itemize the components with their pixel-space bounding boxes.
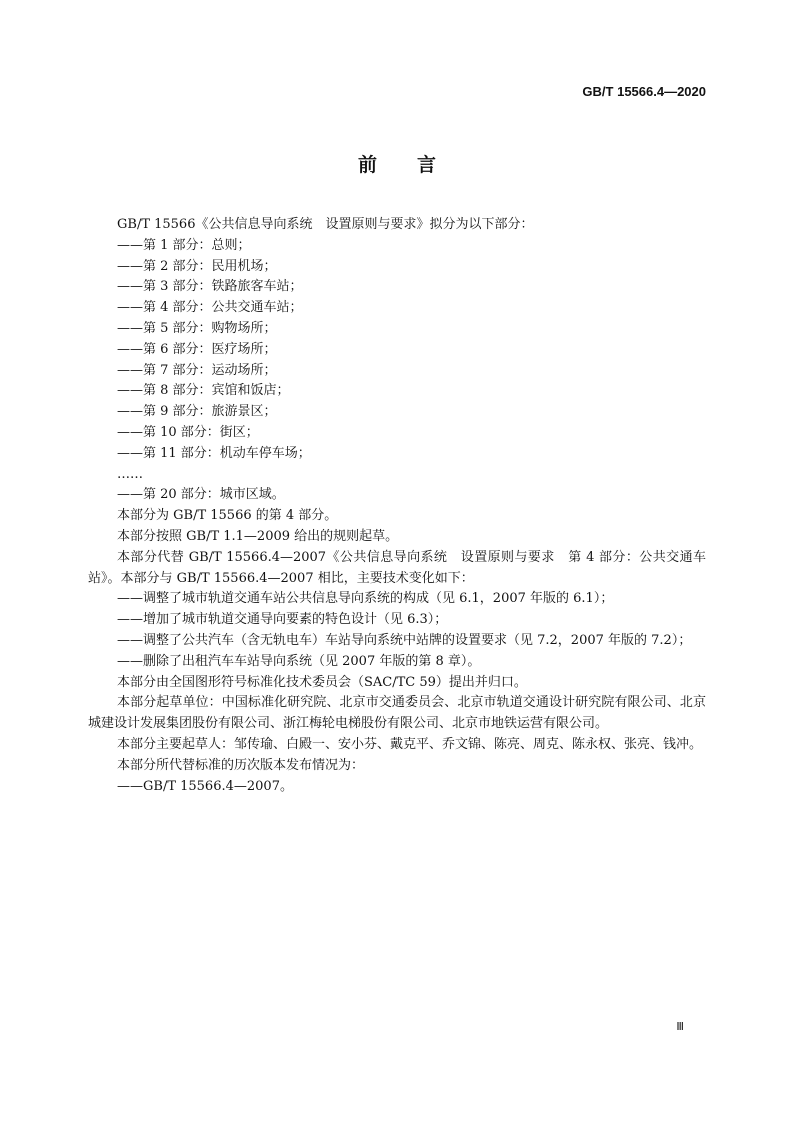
list-item: ——第 1 部分：总则； — [117, 237, 251, 253]
list-item: ——第 8 部分：宾馆和饭店； — [117, 383, 290, 399]
list-item: ——第 3 部分：铁路旅客车站； — [117, 279, 303, 295]
list-item: ——调整了公共汽车（含无轨电车）车站导向系统中站牌的设置要求（见 7.2，2007 年版的 7.2）； — [117, 632, 692, 648]
list-item: ——第 9 部分：旅游景区； — [117, 404, 277, 420]
page-number: Ⅲ — [676, 1020, 684, 1033]
drafting-rules-paragraph: 本部分按照 GB/T 1.1—2009 给出的规则起草。 — [117, 528, 399, 544]
list-item: ——GB/T 15566.4—2007。 — [117, 778, 293, 794]
list-item: ——删除了出租汽车车站导向系统（见 2007 年版的第 8 章）。 — [117, 653, 481, 669]
list-item: ——第 10 部分：街区； — [117, 424, 259, 440]
standard-number: GB/T 15566.4—2020 — [582, 84, 706, 99]
list-item: ——增加了城市轨道交通导向要素的特色设计（见 6.3）； — [117, 612, 448, 628]
drafting-units-paragraph: 本部分起草单位：中国标准化研究院、北京市交通委员会、北京市轨道交通设计研究院有限公司、北京城建设计发展集团股份有限公司、浙江梅轮电梯股份有限公司、北京市地铁运营有限公司。 — [88, 695, 706, 732]
list-item: ——第 6 部分：医疗场所； — [117, 341, 277, 357]
history-intro-paragraph: 本部分所代替标准的历次版本发布情况为： — [117, 757, 365, 773]
this-part-paragraph: 本部分为 GB/T 15566 的第 4 部分。 — [117, 508, 338, 524]
list-item: ——第 11 部分：机动车停车场； — [117, 445, 311, 461]
document-body — [88, 215, 706, 797]
list-item: ——第 4 部分：公共交通车站； — [117, 300, 303, 316]
drafters-paragraph: 本部分主要起草人：邹传瑜、白殿一、安小芬、戴克平、乔文锦、陈亮、周克、陈永权、张亮、钱冲。 — [117, 736, 703, 752]
parts-list — [88, 236, 706, 506]
list-item: ——第 7 部分：运动场所； — [117, 362, 277, 378]
list-item: …… — [117, 466, 143, 482]
list-item: ——第 5 部分：购物场所； — [117, 320, 277, 336]
list-item: ——第 20 部分：城市区域。 — [117, 487, 285, 503]
intro-paragraph: GB/T 15566《公共信息导向系统 设置原则与要求》拟分为以下部分： — [117, 217, 534, 232]
proposed-by-paragraph: 本部分由全国图形符号标准化技术委员会（SAC/TC 59）提出并归口。 — [117, 674, 527, 690]
replaces-paragraph: 本部分代替 GB/T 15566.4—2007《公共信息导向系统 设置原则与要求 第 4 部分：公共交通车站》。本部分与 GB/T 15566.4—2007 相比，主要技术变化如下： — [88, 549, 706, 586]
page-title: 前言 — [357, 154, 476, 176]
changes-list — [88, 589, 706, 672]
list-item: ——第 2 部分：民用机场； — [117, 258, 277, 274]
list-item: ——调整了城市轨道交通车站公共信息导向系统的构成（见 6.1，2007 年版的 6.1）； — [117, 591, 614, 607]
